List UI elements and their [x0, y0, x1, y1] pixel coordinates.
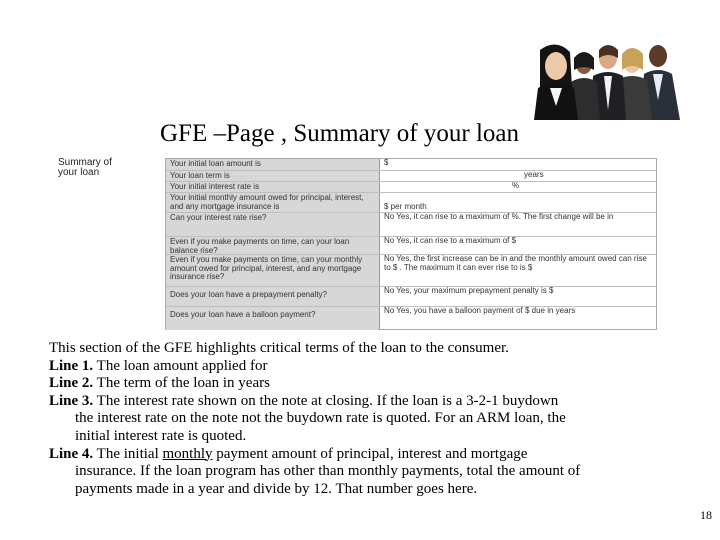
- line-text: The term of the loan in years: [93, 375, 270, 392]
- form-row: [166, 212, 656, 237]
- form-row: [166, 254, 656, 287]
- page-number: 18: [700, 508, 712, 522]
- form-question: Your initial monthly amount owed for principal, interest, and any mortgage insurance is: [166, 193, 380, 213]
- form-question: Even if you make payments on time, can your loan balance rise?: [166, 237, 380, 255]
- gfe-summary-form-image: [165, 158, 657, 330]
- form-row: [166, 192, 656, 213]
- line-2-description: [49, 375, 699, 393]
- line-4-description: [49, 446, 699, 464]
- form-answer: No Yes, it can rise to a maximum of $: [384, 237, 517, 245]
- summary-section-label: [58, 158, 112, 178]
- form-question: Your loan term is: [166, 171, 380, 182]
- line-3-continuation: the interest rate on the note not the buydown rate is quoted. For an ARM loan, the: [75, 410, 566, 427]
- page-title: GFE –Page , Summary of your loan: [160, 120, 519, 147]
- form-row: [166, 236, 656, 255]
- form-answer: No Yes, your maximum prepayment penalty is $: [384, 287, 554, 295]
- form-answer: No Yes, the first increase can be in and the monthly amount owed can rise to $ . The maximum it can ever rise to is $: [384, 255, 647, 272]
- business-people-photo: [522, 40, 684, 120]
- summary-label-line: your loan: [58, 167, 100, 178]
- line-text-underlined: monthly: [162, 445, 213, 462]
- line-3-description: [49, 393, 699, 411]
- line-text: The initial: [93, 445, 163, 462]
- form-question: Does your loan have a balloon payment?: [166, 307, 380, 330]
- form-answer: years: [524, 171, 544, 179]
- form-question: Even if you make payments on time, can your monthly amount owed for principal, interest, and any mortgage insurance rise?: [166, 255, 380, 287]
- form-question: Can your interest rate rise?: [166, 213, 380, 237]
- line-label: Line 3.: [49, 392, 94, 409]
- form-answer: $ per month: [384, 202, 427, 211]
- form-answer: %: [512, 182, 520, 190]
- form-row: [166, 286, 656, 307]
- form-question: Your initial loan amount is: [166, 159, 380, 170]
- line-4-continuation: insurance. If the loan program has other than monthly payments, total the amount of: [75, 463, 581, 480]
- form-question: Does your loan have a prepayment penalty?: [166, 287, 380, 307]
- summary-label-line: Summary of: [58, 157, 112, 168]
- form-row: [166, 306, 656, 330]
- line-text: The loan amount applied for: [93, 357, 268, 374]
- line-text: The interest rate shown on the note at closing. If the loan is a 3-2-1 buydown: [93, 392, 559, 409]
- line-3-continuation: initial interest rate is quoted.: [75, 427, 247, 444]
- form-question: Your initial interest rate is: [166, 182, 380, 193]
- body-text: [49, 340, 699, 498]
- line-label: Line 2.: [49, 375, 94, 392]
- line-label: Line 4.: [49, 445, 94, 462]
- line-1-description: [49, 358, 699, 376]
- line-label: Line 1.: [49, 357, 94, 374]
- form-answer: No Yes, it can rise to a maximum of %. The first change will be in: [384, 213, 614, 221]
- line-4-continuation: payments made in a year and divide by 12. That number goes here.: [75, 480, 478, 497]
- line-text: payment amount of principal, interest and mortgage: [212, 445, 528, 462]
- form-row: [166, 159, 656, 170]
- intro-text: This section of the GFE highlights critical terms of the loan to the consumer.: [49, 340, 509, 356]
- form-answer: $: [384, 159, 389, 167]
- form-answer: No Yes, you have a balloon payment of $ due in years: [384, 307, 576, 315]
